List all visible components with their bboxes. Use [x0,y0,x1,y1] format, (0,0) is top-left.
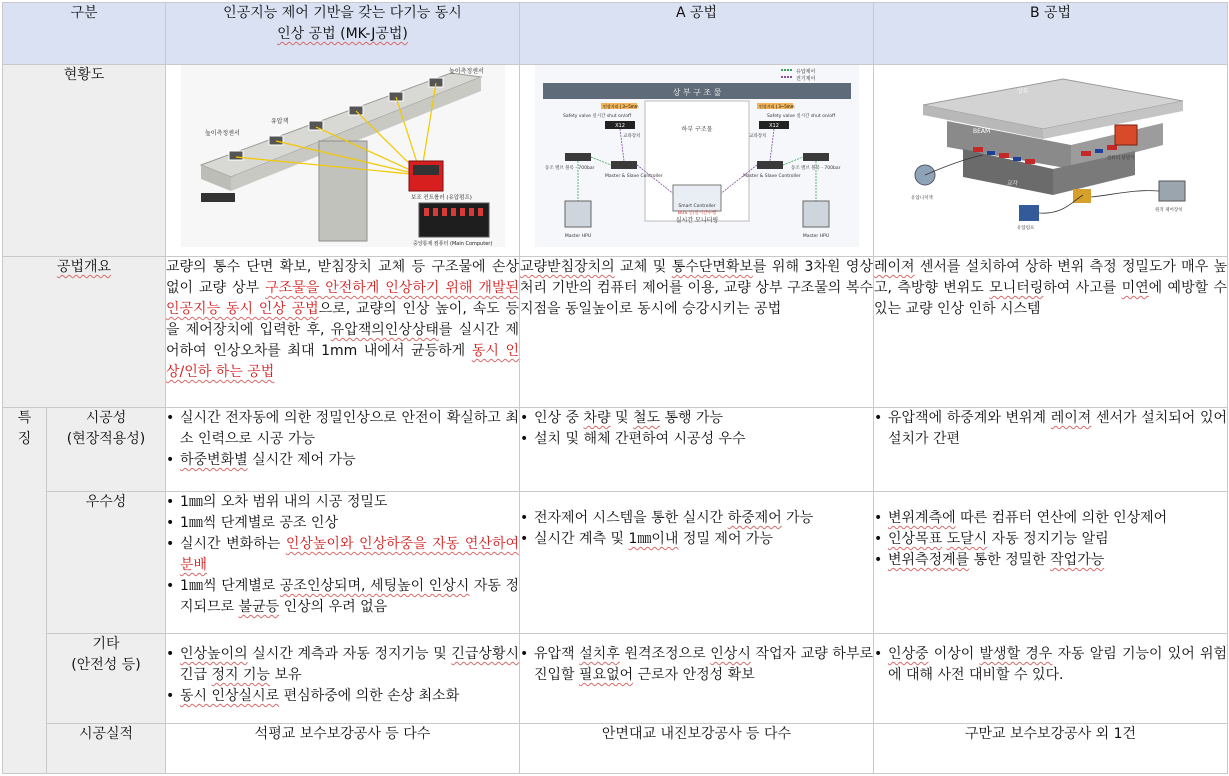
text-segment: 동시 인상/인하 하는 공법 [166,343,519,380]
text-segment: 유압잭의인상상태 [330,322,439,338]
row-excellence [3,492,1228,634]
bullet-item [520,508,873,529]
construct-mkj [166,408,520,492]
text-segment: 를 위해 3차원 영상처리 기반의 컴퓨터 제어를 이용, 교량 상부 구조물의 복수지점을 동일높이로 동시에 승강시키는 공법 [520,259,873,317]
row-etc [3,634,1228,724]
excellence-method-a [520,492,874,634]
text-segment: 근로자 안정성 확보 [633,667,755,683]
text-segment: 인상의 우려 없음 [279,599,388,615]
text-segment: 실시간 계측 및 [534,531,629,547]
text-segment: 를 실시간 제어하여 인상오차를 최대 1mm 내에서 균등하게 [166,322,519,359]
row-status [3,65,1228,257]
label-feature: 특 징 [3,408,47,774]
text-segment: 1㎜의 오차 범위 내의 시공 정밀도 [180,494,388,510]
bullet-list [520,408,873,450]
text-segment: 으로, 교량의 인상 높이, 속도 등을 제어장치에 입력한 후, [166,301,519,338]
a-hpu-left: Master HPU [564,234,591,239]
text-segment: 차량 [583,410,611,426]
a-pump-right: 동조 밸브 블록 - 700bar [790,166,840,171]
a-hpu-right: Master HPU [802,234,829,239]
bullet-item [874,408,1227,450]
b-pier-label: 교각 [1006,181,1018,187]
image-mkj-cell [166,65,520,257]
excellence-method-b [874,492,1228,634]
method-b-diagram-image [903,65,1199,247]
text-segment: 변위측정계를 [888,552,970,568]
text-segment: 구조물을 안전하게 인상하기 위해 개발된 인공지능 동시 인상 공법 [166,280,519,317]
label-overview: 공법개요 [3,257,166,408]
text-segment: 도달시 [946,531,988,547]
a-upper-structure: 상 부 구 조 물 [672,88,721,97]
construct-method-b [874,408,1228,492]
bullet-list [166,492,519,618]
b-computer-unit-label: 컴퓨터 단말기 [1106,156,1135,161]
text-segment: 및 [610,410,633,426]
bullet-list [166,644,519,707]
text-segment: 1㎜씩 단계별로 공조 인상 [180,515,338,531]
mkj-aux-controller-label: 보조 컨트롤러 (유압펌프) [410,195,472,201]
text-segment: 레이져 [1050,410,1092,426]
text-segment: 이상이 [928,646,980,662]
text-segment: 레이져 [874,259,915,275]
method-a-diagram-image [535,65,859,247]
text-segment: 불균등 [238,599,280,615]
bullet-list [874,508,1227,571]
text-segment: 통한 정밀한 [969,552,1051,568]
text-segment: 하중제어 [727,510,782,526]
label-excellence: 우수성 [47,492,166,634]
a-device-right: 교좌장치 [748,134,766,139]
bullet-item [166,686,519,707]
b-beam-label: BEAM [972,128,990,135]
label-construct: 시공성 (현장적용성) [47,408,166,492]
bullet-item [166,492,519,513]
text-segment: 센서가 설치되어 있어 설치가 간편 [888,410,1227,447]
text-segment: 따른 컴퓨터 연산에 의한 인상제어 [955,510,1168,526]
text-segment: 자동 정지되므로 [180,578,519,615]
text-segment: 공조인상되며, 세팅높이 인상시 [279,578,470,594]
bullet-item [166,534,519,576]
bullet-item [166,576,519,618]
image-method-a-cell [520,65,874,257]
text-segment: 정밀 제어 가능 [678,531,773,547]
text-segment: 원격조정으로 [619,646,711,662]
text-segment: 센서를 설치하여 상하 변위 측정 정밀도가 매우 높고, 측방향 변위도 [874,259,1227,296]
text-segment: 자동 정지기능 알림 [987,531,1109,547]
b-control-label: 원격 제어장치 [1154,208,1183,213]
bullet-item [166,513,519,534]
overview-method-b [874,257,1228,408]
header-row [3,3,1228,65]
text-segment: 하여 사고를 [1043,280,1122,296]
mkj-diagram-image [181,65,505,247]
bullet-item [166,408,519,450]
bullet-list [520,644,873,686]
text-segment: 보유 [270,667,302,683]
text-segment: 긴급상황시 [451,646,519,662]
etc-mkj [166,634,520,724]
bullet-item [874,550,1227,571]
overview-mkj [166,257,520,408]
b-pump-label: 유압펌프 [1016,226,1034,231]
bullet-item [520,644,873,686]
a-legend-electric: 전기제어 [795,76,815,82]
bullet-item [520,429,873,450]
mkj-sensor-top-label: 높이측정센서 [448,68,484,75]
text-segment: 인상높이와 인상하중을 자동 연산하여 분배 [180,536,519,573]
row-construct [3,408,1228,492]
text-segment: 인상 중 [534,410,584,426]
text-segment: 교량받침장치의 [520,259,615,275]
text-segment: 유압잭 [534,646,580,662]
bullet-item [520,529,873,550]
image-method-b-cell [874,65,1228,257]
text-segment: 편심하중에 의한 손상 최소화 [279,688,460,704]
row-overview [3,257,1228,408]
header-category: 구분 [3,3,166,65]
comparison-table [2,2,1228,774]
text-segment: 교량의 통수 단면 확보, 받침장치 교체 등 구조물에 손상 없이 교량 상부 [166,259,519,296]
bullet-list [166,408,519,471]
text-segment: 정지 기능 [211,667,271,683]
header-method-a: A 공법 [520,3,874,65]
text-segment: 발생할 경우 [979,646,1053,662]
text-segment: 변위계측에 [888,510,956,526]
text-segment: 필요없어 [579,667,634,683]
a-monitor: 실시간 모니터링 [675,217,718,224]
label-etc: 기타 (안전성 등) [47,634,166,724]
row-records [3,724,1228,774]
a-lower-structure: 하부 구조물 [681,126,712,133]
records-method-b: 구만교 보수보강공사 외 1건 [874,724,1228,774]
text-segment: 교체 및 [614,259,672,275]
b-upper-label: 상부 [1016,88,1029,95]
text-segment: 실시간 제어 가능 [247,452,356,468]
label-records: 시공실적 [47,724,166,774]
a-smart-controller: Smart Controller [677,204,716,209]
a-legend-hydraulic: 유압제어 [795,69,815,75]
bullet-list [874,644,1227,686]
text-segment: 유압잭에 하중계와 변위계 [888,410,1051,426]
bullet-item [520,408,873,429]
text-segment: 미연 [1121,280,1149,296]
text-segment: 모니터링 [989,280,1044,296]
text-segment: 인상중 [888,646,929,662]
mkj-sensor-left-label: 높이측정센서 [204,130,240,137]
bullet-item [874,529,1227,550]
text-segment: 에 예방할 수 있는 교량 인상 인하 시스템 [874,280,1227,317]
text-segment: 인상높이의 [180,646,248,662]
text-segment: 긴급 [180,667,212,683]
construct-method-a [520,408,874,492]
text-segment: 가능 [781,510,814,526]
bullet-item [874,644,1227,686]
a-x12-right: X12 [768,123,779,129]
header-method-b: B 공법 [874,3,1228,65]
a-device-left: 교좌장치 [622,134,640,139]
etc-method-b [874,634,1228,724]
a-master-slave-right: Master & Slave Controller [742,174,801,179]
etc-method-a [520,634,874,724]
bullet-item [874,508,1227,529]
text-segment: 1㎜씩 단계별로 [180,578,280,594]
text-segment: 철도 [632,410,661,426]
text-segment: 통수단면확보 [671,259,753,275]
b-oil-jack-label: 유압니저잭 [910,196,933,201]
text-segment: 설치후 [579,646,620,662]
records-method-a: 안면대교 내진보강공사 등 다수 [520,724,874,774]
a-x12-left: X12 [614,123,625,129]
text-segment: 설치 및 해체 간편하여 시공성 우수 [534,431,746,447]
bullet-list [874,408,1227,450]
label-status: 현황도 [3,65,166,257]
bullet-list [520,508,873,550]
text-segment: 자동 알림 기능이 있어 위험에 대해 사전 대비할 수 있다. [888,646,1227,683]
a-bus: BUS 인/실시간수행 [677,211,716,216]
records-mkj: 석평교 보수보강공사 등 다수 [166,724,520,774]
text-segment: 실시간 전자동에 의한 정밀인상으로 안전이 확실하고 최소 인력으로 시공 가능 [180,410,519,447]
excellence-mkj [166,492,520,634]
overview-method-a [520,257,874,408]
mkj-main-computer-label: 중앙통제 컴퓨터 (Main Computer) [412,241,492,247]
bullet-item [166,450,519,471]
text-segment: 동시 인상실시로 [180,688,280,704]
text-segment: 인상목표 [888,531,943,547]
text-segment: 통행 가능 [660,410,724,426]
text-segment: 하중변화별 [180,452,248,468]
a-pump-left: 동조 밸브 블록 - 700bar [544,166,594,171]
a-master-slave-left: Master & Slave Controller [604,174,663,179]
text-segment: 전자제어 시스템을 통한 실시간 [534,510,728,526]
text-segment: 실시간 변화하는 [180,536,286,552]
text-segment: 인상시 [710,646,751,662]
a-valve-right: Safety valve 실시간 shut on/off [766,114,835,119]
text-segment: 작업자 교량 하부로 진입할 [534,646,873,683]
mkj-oil-jack-label: 유압잭 [270,118,288,125]
a-distance-right: 인상거리 | 3~5mm [758,104,795,109]
a-distance-left: 인상거리 | 3~5mm [602,104,639,109]
a-valve-left: Safety valve 실시간 shut on/off [562,114,631,119]
text-segment: 1㎜이내 [628,531,679,547]
text-segment: 작업가능 [1050,552,1105,568]
text-segment: 실시간 계측과 자동 정지기능 및 [247,646,452,662]
header-mkj: 인공지능 제어 기반을 갖는 다기능 동시 인상 공법 (MK-J공법) [166,3,520,65]
bullet-item [166,644,519,686]
